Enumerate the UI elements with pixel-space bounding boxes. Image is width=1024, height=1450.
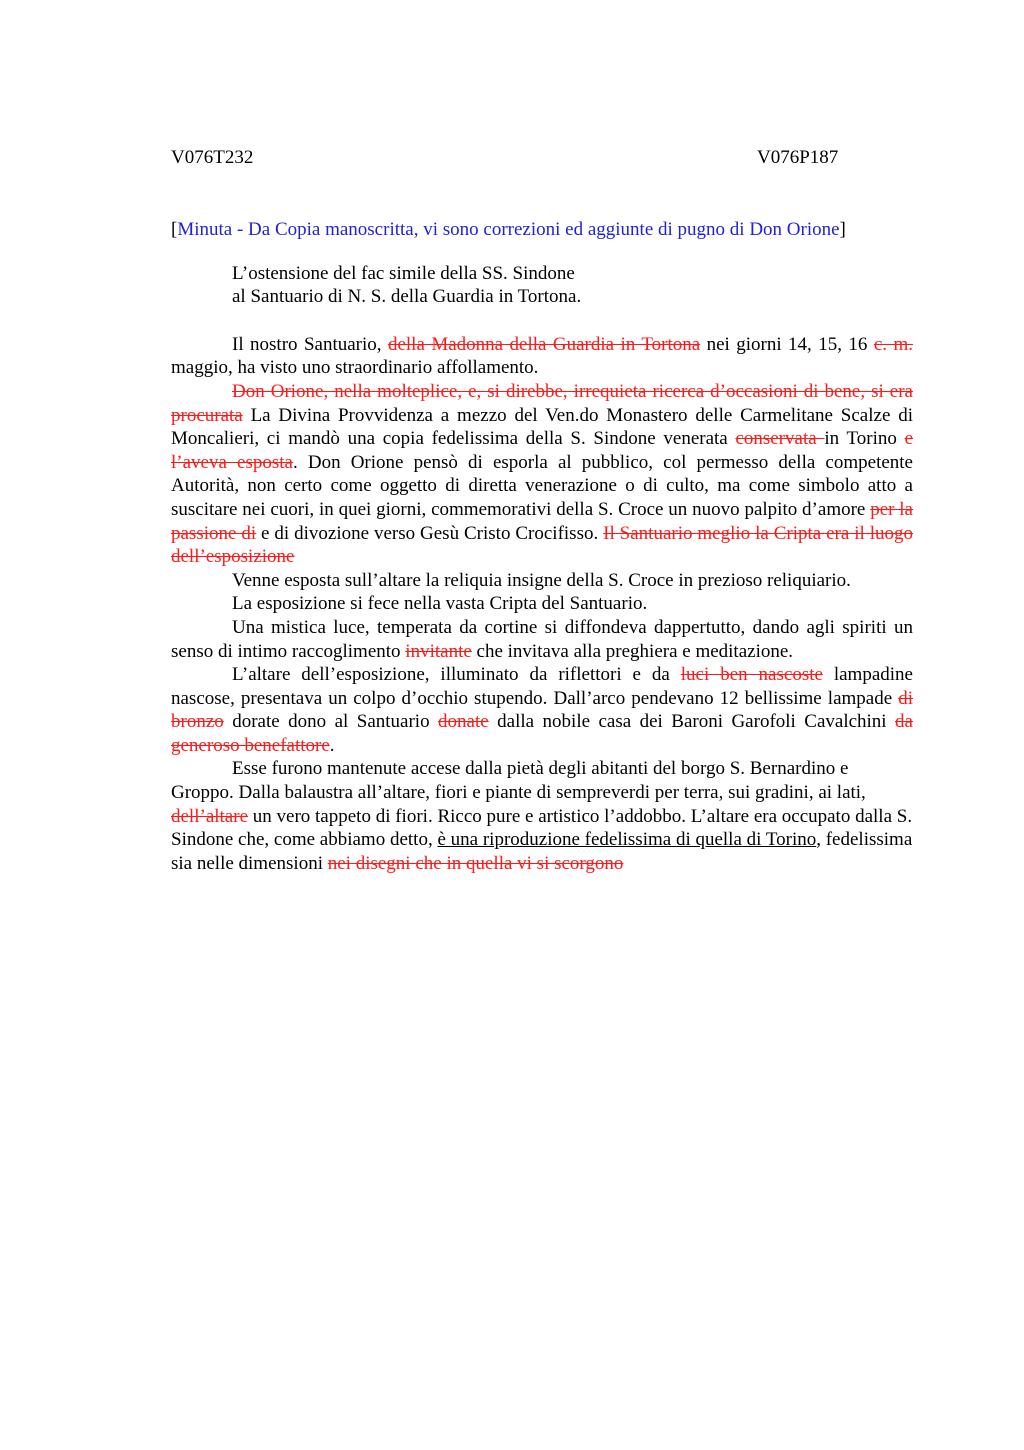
note-text: Minuta - Da Copia manoscritta, vi sono correzioni ed aggiunte di pugno di Don Orione	[177, 219, 840, 240]
deleted-text: c. m.	[873, 333, 913, 355]
page-reference-code: V076P187	[757, 147, 839, 168]
deleted-text: invitante	[405, 640, 472, 662]
deleted-text: donate	[438, 711, 489, 733]
title-line-1: L’ostensione del fac simile della SS. Sindone	[232, 262, 575, 284]
paragraph	[171, 616, 913, 663]
reference-header	[171, 146, 913, 170]
paragraph	[171, 333, 913, 380]
deleted-text: Il Santuario meglio la Cripta era il luogo dell’esposizione	[171, 522, 913, 568]
paragraph-text: Esse furono mantenute accese dalla pietà degli abitanti del borgo S. Bernardino e Groppo. Dalla balaustra all’altare, fiori e piante di sempreverdi per terra, sui gradini, ai lati,	[171, 758, 866, 804]
deleted-text: Don Orione, nella molteplice, e, si direbbe, irrequieta ricerca d’occasioni di bene, si era procurata	[171, 380, 913, 426]
paragraph-text: nei giorni 14, 15, 16	[700, 333, 874, 355]
document-page	[171, 146, 913, 875]
paragraph	[171, 380, 913, 569]
paragraph-text: e di divozione verso Gesù Cristo Crocifisso.	[256, 522, 604, 544]
document-title	[171, 262, 913, 309]
deleted-text: per la passione di	[171, 498, 913, 544]
paragraph	[171, 569, 913, 593]
paragraph-text: maggio, ha visto uno straordinario affollamento.	[171, 357, 539, 379]
paragraph	[171, 592, 913, 616]
text-reference-code: V076T232	[171, 147, 254, 168]
paragraph-text: L’altare dell’esposizione, illuminato da riflettori e da	[232, 664, 681, 686]
deleted-text: di bronzo	[171, 687, 913, 733]
paragraph	[171, 663, 913, 757]
paragraph-text: dorate dono al Santuario	[223, 711, 439, 733]
paragraph	[171, 757, 913, 875]
paragraph-text: Il nostro Santuario,	[232, 333, 388, 355]
deleted-text: conservata	[735, 428, 825, 450]
paragraph-text: . Don Orione pensò di esporla al pubblico, col permesso della competente Autorità, non certo come oggetto di diretta venerazione o di culto, ma come simbolo atto a suscitare nei cuori, in quei giorni, commemorativi della S. Croce un nuovo palpito d’amore	[171, 451, 913, 520]
paragraph-text: che invitava alla preghiera e meditazione.	[471, 640, 794, 662]
paragraph-text: .	[329, 734, 335, 756]
paragraph-text: Venne esposta sull’altare la reliquia insigne della S. Croce in prezioso reliquiario.	[232, 569, 851, 591]
paragraph-text: dalla nobile casa dei Baroni Garofoli Cavalchini	[488, 711, 896, 733]
title-line-2: al Santuario di N. S. della Guardia in Tortona.	[232, 286, 582, 308]
deleted-text: della Madonna della Guardia in Tortona	[387, 333, 701, 355]
deleted-text: luci ben nascoste	[680, 664, 823, 686]
paragraph-text: , fedelissima sia nelle dimensioni	[171, 829, 913, 874]
paragraph-text: in Torino	[824, 428, 905, 450]
paragraph-text: Una mistica luce, temperata da cortine si diffondeva dappertutto, dando agli spiriti un senso di intimo raccoglimento	[171, 616, 913, 662]
deleted-text: da generoso benefattore	[171, 711, 913, 756]
deleted-text: e l’aveva esposta	[171, 428, 914, 473]
deleted-text: nei disegni che in quella vi si scorgono	[327, 852, 624, 874]
paragraph-text: La esposizione si fece nella vasta Cripta del Santuario.	[232, 593, 648, 615]
paragraph-text: un vero tappeto di fiori. Ricco pure e artistico l’addobbo. L’altare era occupato dalla S. Sindone che, come abbiamo detto,	[171, 805, 913, 851]
paragraph-text: lampadine nascose, presentava un colpo d’occhio stupendo. Dall’arco pendevano 12 bellissime lampade	[171, 664, 913, 709]
note-close-bracket: ]	[839, 219, 846, 240]
deleted-text: dell’altare	[171, 805, 249, 827]
editorial-note	[171, 218, 913, 242]
note-open-bracket: [	[171, 219, 178, 240]
paragraph-text: La Divina Provvidenza a mezzo del Ven.do Monastero delle Carmelitane Scalze di Moncalieri, ci mandò una copia fedelissima della S. Sindone venerata	[171, 404, 913, 450]
document-body	[171, 333, 913, 876]
underlined-text: è una riproduzione fedelissima di quella di Torino	[437, 829, 817, 851]
